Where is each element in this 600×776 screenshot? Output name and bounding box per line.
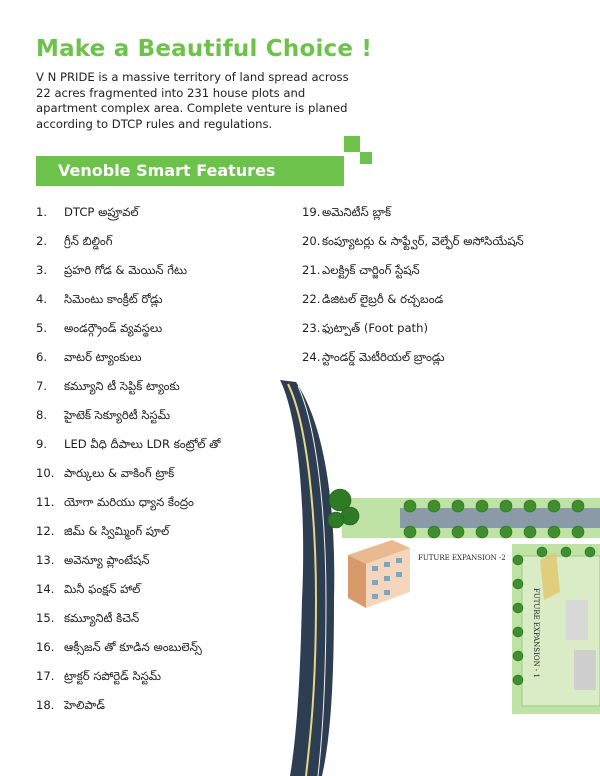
feature-label: హైటెక్ సెక్యూరిటీ సిస్టమ్ — [64, 408, 170, 422]
feature-number: 9. — [36, 437, 48, 451]
feature-number: 23. — [302, 321, 321, 335]
feature-label: డిజిటల్ లైబ్రరీ & రచ్చబండ — [322, 292, 444, 306]
feature-item — [36, 233, 113, 249]
building — [348, 540, 410, 608]
page-title: Make a Beautiful Choice ! — [36, 36, 373, 62]
site-layout-illustration — [240, 370, 600, 776]
feature-label: సిమెంటు కాంక్రీట్ రోడ్లు — [64, 292, 163, 306]
feature-item — [302, 262, 420, 278]
feature-item — [36, 204, 139, 220]
feature-item — [36, 668, 161, 684]
feature-label: జిమ్ & స్విమ్మింగ్ పూల్ — [64, 524, 170, 538]
feature-label: మినీ ఫంక్షన్ హాల్ — [64, 582, 141, 596]
feature-item — [36, 465, 174, 481]
feature-item — [36, 552, 149, 568]
feature-label: స్టాండర్డ్ మెటీరియల్ బ్రాండ్లు — [322, 350, 445, 364]
feature-item — [302, 320, 428, 336]
feature-number: 7. — [36, 379, 48, 393]
feature-number: 6. — [36, 350, 48, 364]
feature-item — [36, 639, 202, 655]
feature-item — [36, 610, 139, 626]
feature-number: 4. — [36, 292, 48, 306]
feature-item — [36, 349, 142, 365]
feature-number: 1. — [36, 205, 48, 219]
feature-number: 21. — [302, 263, 321, 277]
feature-number: 17. — [36, 669, 55, 683]
feature-label: యోగా మరియు ధ్యాన కేంద్రం — [64, 495, 194, 509]
plot-area — [512, 544, 600, 714]
feature-number: 5. — [36, 321, 48, 335]
feature-number: 3. — [36, 263, 48, 277]
feature-number: 8. — [36, 408, 48, 422]
feature-item — [302, 291, 443, 307]
feature-item — [36, 291, 163, 307]
feature-label: అండర్గ్రౌండ్ వ్యవస్థలు — [64, 321, 163, 335]
feature-label: కమ్యూనిటీ కిచెన్ — [64, 611, 140, 625]
feature-item — [302, 233, 524, 249]
feature-item — [36, 523, 169, 539]
feature-label: ఆక్సీజన్ తో కూడిన అంబులెన్స్ — [64, 640, 202, 654]
feature-item — [36, 407, 170, 423]
feature-label: హెలిపాడ్ — [64, 698, 106, 712]
feature-number: 11. — [36, 495, 55, 509]
feature-label: ఎలక్ట్రిక్ చార్జింగ్ స్టేషన్ — [322, 263, 420, 277]
feature-number: 24. — [302, 350, 321, 364]
decor-square-large — [344, 136, 360, 152]
feature-label: ప్రహరి గోడ & మెయిన్ గేటు — [64, 263, 187, 277]
feature-item — [36, 320, 162, 336]
feature-number: 14. — [36, 582, 55, 596]
feature-number: 19. — [302, 205, 321, 219]
feature-item — [36, 697, 105, 713]
feature-item — [302, 204, 391, 220]
feature-item — [36, 436, 220, 452]
feature-label: ఫుట్పాత్ (Foot path) — [322, 321, 428, 335]
feature-item — [36, 378, 180, 394]
decor-square-small — [360, 152, 372, 164]
feature-number: 12. — [36, 524, 55, 538]
feature-label: కమ్యూని టీ సెప్టిక్ ట్యాంకు — [64, 379, 180, 393]
feature-item — [36, 581, 140, 597]
feature-item — [302, 349, 445, 365]
future-expansion-1-label: FUTURE EXPANSION - 1 — [532, 588, 540, 678]
feature-label: అమెనిటీస్ బ్లాక్ — [322, 205, 392, 219]
feature-number: 18. — [36, 698, 55, 712]
features-title: Venoble Smart Features — [58, 161, 276, 180]
feature-number: 15. — [36, 611, 55, 625]
feature-number: 16. — [36, 640, 55, 654]
tree-cluster — [328, 489, 359, 528]
feature-label: అవెన్యూ ప్లాంటేషన్ — [64, 553, 150, 567]
feature-label: పార్కులు & వాకింగ్ ట్రాక్ — [64, 466, 175, 480]
feature-label: వాటర్ ట్యాంకులు — [64, 350, 142, 364]
feature-label: LED వీధి దీపాలు LDR కంట్రోల్ తో — [64, 437, 221, 451]
intro-paragraph: V N PRIDE is a massive territory of land spread across 22 acres fragmented into 231 house plots and apartment complex area. Complete venture is planed according to DTCP rules and regulations. — [36, 70, 349, 131]
feature-number: 20. — [302, 234, 321, 248]
feature-number: 13. — [36, 553, 55, 567]
feature-label: గ్రీన్ బిల్డింగ్ — [64, 234, 113, 248]
feature-label: DTCP అప్రూవల్ — [64, 205, 139, 219]
feature-number: 2. — [36, 234, 48, 248]
feature-number: 10. — [36, 466, 55, 480]
walkway — [400, 508, 600, 528]
feature-label: కంప్యూటర్లు & సాఫ్ట్వేర్, వెల్ఫేర్ అసోసియేషన్ — [322, 234, 524, 248]
feature-label: ట్రాక్టర్ సపోర్టెడ్ సిస్టమ్ — [64, 669, 161, 683]
feature-item — [36, 262, 187, 278]
feature-item — [36, 494, 194, 510]
feature-number: 22. — [302, 292, 321, 306]
features-heading-bar — [36, 156, 344, 186]
future-expansion-2-label: FUTURE EXPANSION -2 — [418, 554, 506, 562]
